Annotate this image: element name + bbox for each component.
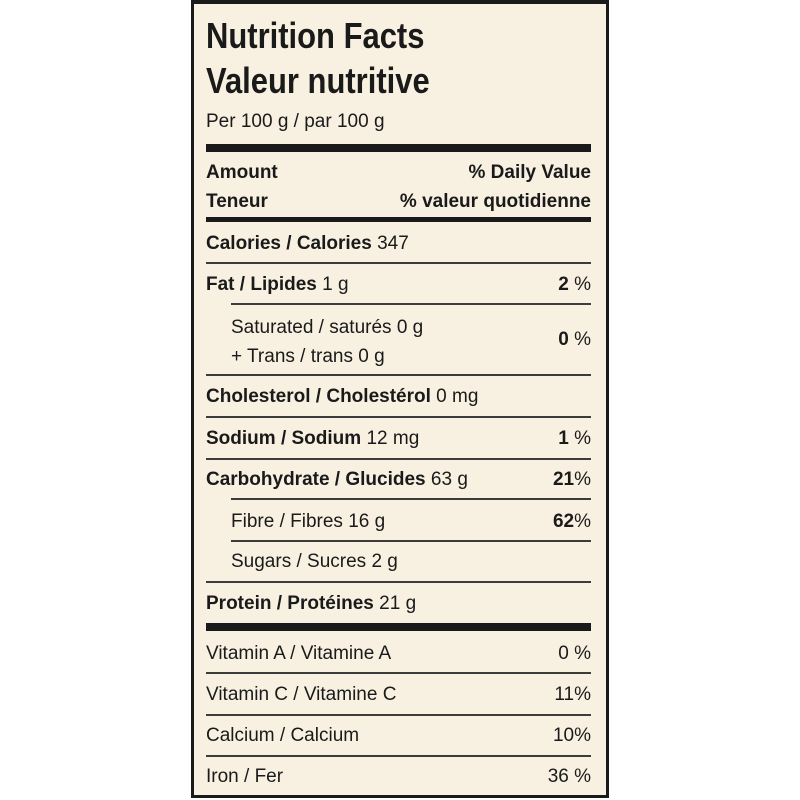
sodium-percent: 1: [558, 428, 569, 449]
divider: [206, 755, 591, 757]
calcium-label: Calcium / Calcium: [206, 725, 360, 746]
cholesterol-label: Cholesterol / Cholestérol: [206, 386, 431, 407]
medium-rule: [206, 217, 591, 222]
fat-percent-unit: %: [574, 274, 591, 295]
divider: [206, 458, 591, 460]
fat-percent: 2: [558, 274, 569, 295]
vitamin-a-label: Vitamin A / Vitamine A: [206, 643, 392, 664]
fat-label: Fat / Lipides: [206, 274, 317, 295]
fibre-label: Fibre / Fibres 16 g: [231, 511, 386, 532]
fat-amount: 1 g: [322, 274, 349, 295]
vitamin-a-value: 0 %: [558, 643, 591, 664]
divider: [206, 581, 591, 583]
daily-value-heading: % Daily Value: [468, 162, 591, 183]
divider: [206, 262, 591, 264]
divider: [206, 672, 591, 674]
divider: [206, 374, 591, 376]
calories-amount: 347: [377, 233, 409, 254]
sodium-percent-unit: %: [574, 428, 591, 449]
divider: [231, 498, 591, 500]
serving-size: Per 100 g / par 100 g: [206, 111, 385, 132]
valeur-quotidienne-heading: % valeur quotidienne: [399, 191, 591, 212]
calories-label: Calories / Calories: [206, 233, 372, 254]
thick-rule: [206, 623, 591, 631]
sodium-label: Sodium / Sodium: [206, 428, 362, 449]
divider: [206, 416, 591, 418]
vitamin-c-value: 11%: [554, 684, 591, 705]
divider: [206, 714, 591, 716]
saturated-percent-unit: %: [574, 329, 591, 350]
trans-label: + Trans / trans 0 g: [231, 346, 385, 367]
saturated-label: Saturated / saturés 0 g: [231, 317, 424, 338]
cholesterol-amount: 0 mg: [436, 386, 479, 407]
iron-label: Iron / Fer: [206, 766, 284, 787]
fibre-percent: 62: [552, 511, 575, 532]
thick-rule: [206, 144, 591, 152]
calcium-value: 10%: [552, 725, 591, 746]
carbohydrate-amount: 63 g: [430, 469, 468, 490]
title-french: Valeur nutritive: [206, 60, 430, 101]
protein-amount: 21 g: [379, 593, 417, 614]
divider: [231, 540, 591, 542]
title-english: Nutrition Facts: [206, 15, 425, 56]
vitamin-c-label: Vitamin C / Vitamine C: [206, 684, 397, 705]
protein-label: Protein / Protéines: [206, 593, 374, 614]
amount-heading: Amount: [206, 162, 278, 183]
carbohydrate-label: Carbohydrate / Glucides: [206, 469, 426, 490]
divider: [231, 303, 591, 305]
nutrition-facts-label: [191, 0, 609, 798]
iron-value: 36 %: [547, 766, 591, 787]
teneur-heading: Teneur: [206, 191, 268, 212]
sodium-amount: 12 mg: [366, 428, 420, 449]
sugars-label: Sugars / Sucres 2 g: [231, 551, 398, 572]
carbohydrate-percent-unit: %: [574, 469, 591, 490]
fibre-percent-unit: %: [574, 511, 591, 532]
carbohydrate-percent: 21: [552, 469, 575, 490]
saturated-percent: 0: [558, 329, 569, 350]
